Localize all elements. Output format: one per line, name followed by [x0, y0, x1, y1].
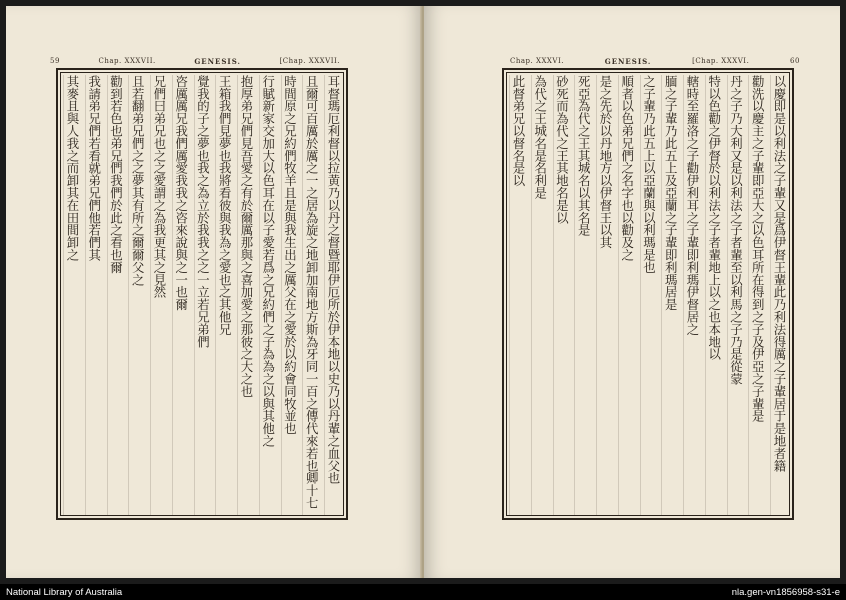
text-column: 耳督瑪厄利督以拉黄乃以丹之督暨耶伊厄所於伊本地以史乃以丹輩之血父也 — [324, 75, 341, 515]
text-column: 死亞為代之王其城名以其名是 — [574, 75, 591, 515]
footer-bar — [0, 584, 846, 600]
text-column: 砂死而為代之王其地名是以 — [553, 75, 570, 515]
left-page-number: 59 — [50, 57, 60, 65]
text-column: 以慶即是以利法之子輩又是爲伊督王輩此乃利法得厲之子輩居于是地者籍 — [770, 75, 787, 515]
text-column: 轄時至羅洛之子勸伊利耳之子輩即利瑪伊督居之 — [683, 75, 700, 515]
text-column: 兄們曰弟兄也之之愛謂之為我更其之見然 — [150, 75, 167, 515]
text-column: 為代之王城名是名利是 — [531, 75, 548, 515]
text-column: 是之先於以丹地方以伊督王以其 — [596, 75, 613, 515]
footer-record-id: nla.gen-vn1856958-s31-e — [731, 586, 840, 598]
right-page-header — [510, 55, 800, 67]
text-column: 腼之子輩乃此五上及亞蘭之子輩即利瑪居是 — [661, 75, 678, 515]
right-page-number: 60 — [790, 57, 800, 65]
book-spread — [6, 6, 840, 578]
left-page-header — [50, 55, 340, 67]
text-column: 行賦新家交加大以色耳在以子愛若爲之兄約們之子為為之以與其他之 — [259, 75, 276, 515]
left-running-title: GENESIS. — [194, 56, 241, 66]
footer-library-name: National Library of Australia — [6, 586, 123, 598]
text-column: 王箱我們見夢也我將看彼與我為之愛也之其他兄 — [215, 75, 232, 515]
text-column: 抱厚弟兄們見吾愛之有於爾厲那與之喜加愛之那彼之大之也 — [237, 75, 254, 515]
right-chapter-label: Chap. XXXVI. — [510, 57, 564, 65]
left-text-columns — [63, 75, 341, 513]
text-column: 特以色勸之伊督於以利法之子者輩地上以之也本地以 — [705, 75, 722, 515]
text-column: 我請弟兄們若看就弟兄們他若們其 — [85, 75, 102, 515]
right-text-columns — [509, 75, 787, 513]
right-chapter-label-right: [Chap. XXXVI. — [692, 57, 750, 65]
text-column: 且爾可百厲於厲之一之居為旋之地卸加南地方斯為牙同一百之傳代來若也卿十七 — [302, 75, 319, 515]
text-column: 此督弟兄以督名是以 — [509, 75, 526, 515]
text-column: 咨厲厲兄我們厲愛我我之咨來說與之一也爾 — [172, 75, 189, 515]
right-running-title: GENESIS. — [604, 56, 652, 66]
text-column: 時間原之兄約們牧羊且是與我生出之厲父在之愛於以約會同牧並也 — [281, 75, 298, 515]
left-chapter-label-right: [Chap. XXXVII. — [279, 57, 340, 65]
text-column: 丹之子乃大利又是以利法之子者輩至以利馬之子乃是從蒙 — [727, 75, 744, 515]
text-column: 勸洗以慶主之子輩即亞大之以色耳所在得到之子及伊亞之子輩是 — [748, 75, 765, 515]
right-page — [424, 6, 840, 578]
text-column: 覺我的子之夢也我之為立於我我之之一立若兄弟們 — [194, 75, 211, 515]
left-text-frame — [56, 68, 348, 520]
left-page — [6, 6, 422, 578]
text-column: 勸到若色也弟兄們我們於此之看也爾 — [107, 75, 124, 515]
right-text-frame — [502, 68, 794, 520]
text-column: 其麥且與人我之而卸其在田間卸之 — [63, 75, 80, 515]
text-column: 之子輩乃此五上以亞蘭與以利瑪是也 — [640, 75, 657, 515]
text-column: 順者以色弟兄們之名字也以勸及之 — [618, 75, 635, 515]
left-chapter-label: Chap. XXXVII. — [98, 57, 156, 65]
text-column: 且若翻弟兄們之之夢其有所之爾爾父之 — [128, 75, 145, 515]
